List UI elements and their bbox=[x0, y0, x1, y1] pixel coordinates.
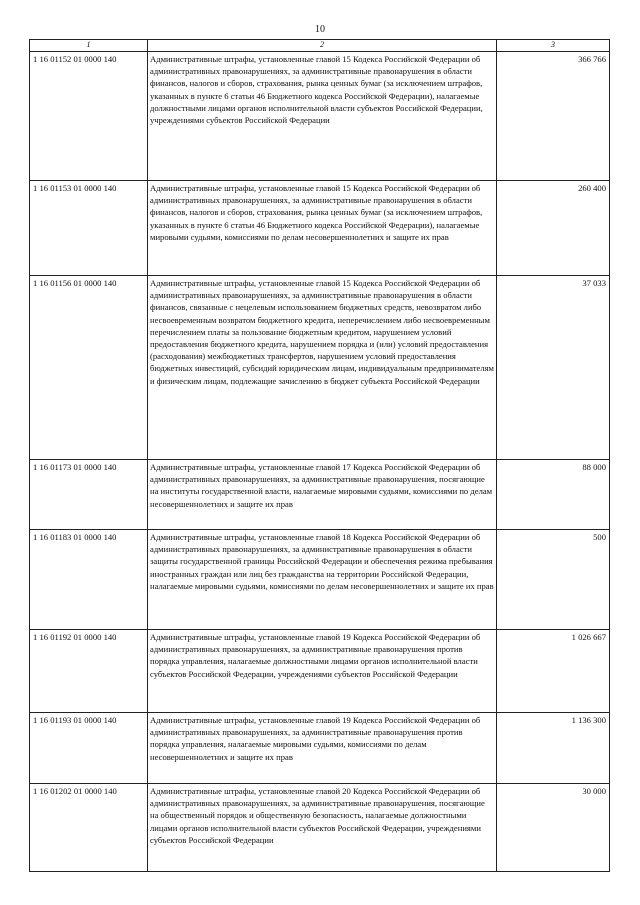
header-col-1: 1 bbox=[30, 40, 148, 52]
row-code: 1 16 01202 01 0000 140 bbox=[30, 784, 148, 872]
header-row bbox=[30, 40, 610, 52]
row-amount: 260 400 bbox=[497, 181, 610, 276]
table-row bbox=[30, 181, 610, 276]
table-row bbox=[30, 630, 610, 713]
row-code: 1 16 01173 01 0000 140 bbox=[30, 460, 148, 530]
row-amount: 88 000 bbox=[497, 460, 610, 530]
row-description: Административные штрафы, установленные главой 18 Кодекса Российской Федерации об административных правонарушениях, за административные правонарушения в области защиты государственной границы Российской Федерации и обеспечения режима пребывания иностранных граждан или лиц без гражданства на территории Российской Федерации, налагаемые мировыми судьями, комиссиями по делам несовершеннолетних и защите их прав bbox=[148, 530, 497, 630]
table-row bbox=[30, 52, 610, 181]
table-row bbox=[30, 713, 610, 784]
row-code: 1 16 01153 01 0000 140 bbox=[30, 181, 148, 276]
row-code: 1 16 01193 01 0000 140 bbox=[30, 713, 148, 784]
row-amount: 1 136 300 bbox=[497, 713, 610, 784]
page-number: 10 bbox=[315, 24, 325, 35]
row-amount: 37 033 bbox=[497, 276, 610, 460]
row-description: Административные штрафы, установленные главой 20 Кодекса Российской Федерации об административных правонарушениях, за административные правонарушения, посягающие на общественный порядок и общественную безопасность, налагаемые должностными лицами органов исполнительной власти субъектов Российской Федерации, учреждениями субъектов Российской Федерации bbox=[148, 784, 497, 872]
row-amount: 366 766 bbox=[497, 52, 610, 181]
row-amount: 500 bbox=[497, 530, 610, 630]
row-description: Административные штрафы, установленные главой 19 Кодекса Российской Федерации об административных правонарушениях, за административные правонарушения против порядка управления, налагаемые мировыми судьями, комиссиями по делам несовершеннолетних и защите их прав bbox=[148, 713, 497, 784]
table-row bbox=[30, 784, 610, 872]
row-description: Административные штрафы, установленные главой 15 Кодекса Российской Федерации об административных правонарушениях, за административные правонарушения в области финансов, налогов и сборов, страхования, рынка ценных бумаг (за исключением штрафов, указанных в пункте 6 статьи 46 Бюджетного кодекса Российской Федерации), налагаемые мировыми судьями, комиссиями по делам несовершеннолетних и защите их прав bbox=[148, 181, 497, 276]
row-description: Административные штрафы, установленные главой 15 Кодекса Российской Федерации об административных правонарушениях, за административные правонарушения в области финансов, налогов и сборов, страхования, рынка ценных бумаг (за исключением штрафов, указанных в пункте 6 статьи 46 Бюджетного кодекса Российской Федерации), налагаемые должностными лицами органов исполнительной власти субъектов Российской Федерации, учреждениями субъектов Российской Федерации bbox=[148, 52, 497, 181]
row-code: 1 16 01156 01 0000 140 bbox=[30, 276, 148, 460]
row-amount: 30 000 bbox=[497, 784, 610, 872]
row-description: Административные штрафы, установленные главой 19 Кодекса Российской Федерации об административных правонарушениях, за административные правонарушения против порядка управления, налагаемые должностными лицами органов исполнительной власти субъектов Российской Федерации, учреждениями субъектов Российской Федерации bbox=[148, 630, 497, 713]
row-code: 1 16 01183 01 0000 140 bbox=[30, 530, 148, 630]
row-code: 1 16 01152 01 0000 140 bbox=[30, 52, 148, 181]
header-col-3: 3 bbox=[497, 40, 610, 52]
table-row bbox=[30, 460, 610, 530]
row-amount: 1 026 667 bbox=[497, 630, 610, 713]
table-row bbox=[30, 276, 610, 460]
header-col-2: 2 bbox=[148, 40, 497, 52]
table-row bbox=[30, 530, 610, 630]
row-description: Административные штрафы, установленные главой 17 Кодекса Российской Федерации об административных правонарушениях, за административные правонарушения, посягающие на институты государственной власти, налагаемые мировыми судьями, комиссиями по делам несовершеннолетних и защите их прав bbox=[148, 460, 497, 530]
row-code: 1 16 01192 01 0000 140 bbox=[30, 630, 148, 713]
revenue-table bbox=[29, 39, 610, 872]
row-description: Административные штрафы, установленные главой 15 Кодекса Российской Федерации об административных правонарушениях, за административные правонарушения в области финансов, связанные с нецелевым использованием бюджетных средств, невозвратом либо несвоевременным возвратом бюджетного кредита, неперечислением либо несвоевременным перечислением платы за пользование бюджетным кредитом, нарушением условий предоставления бюджетного кредита, нарушением порядка и (или) условий предоставления (расходования) межбюджетных трансфертов, нарушением условий предоставления бюджетных инвестиций, субсидий юридическим лицам, индивидуальным предпринимателям и физическим лицам, подлежащие зачислению в бюджет субъекта Российской Федерации bbox=[148, 276, 497, 460]
